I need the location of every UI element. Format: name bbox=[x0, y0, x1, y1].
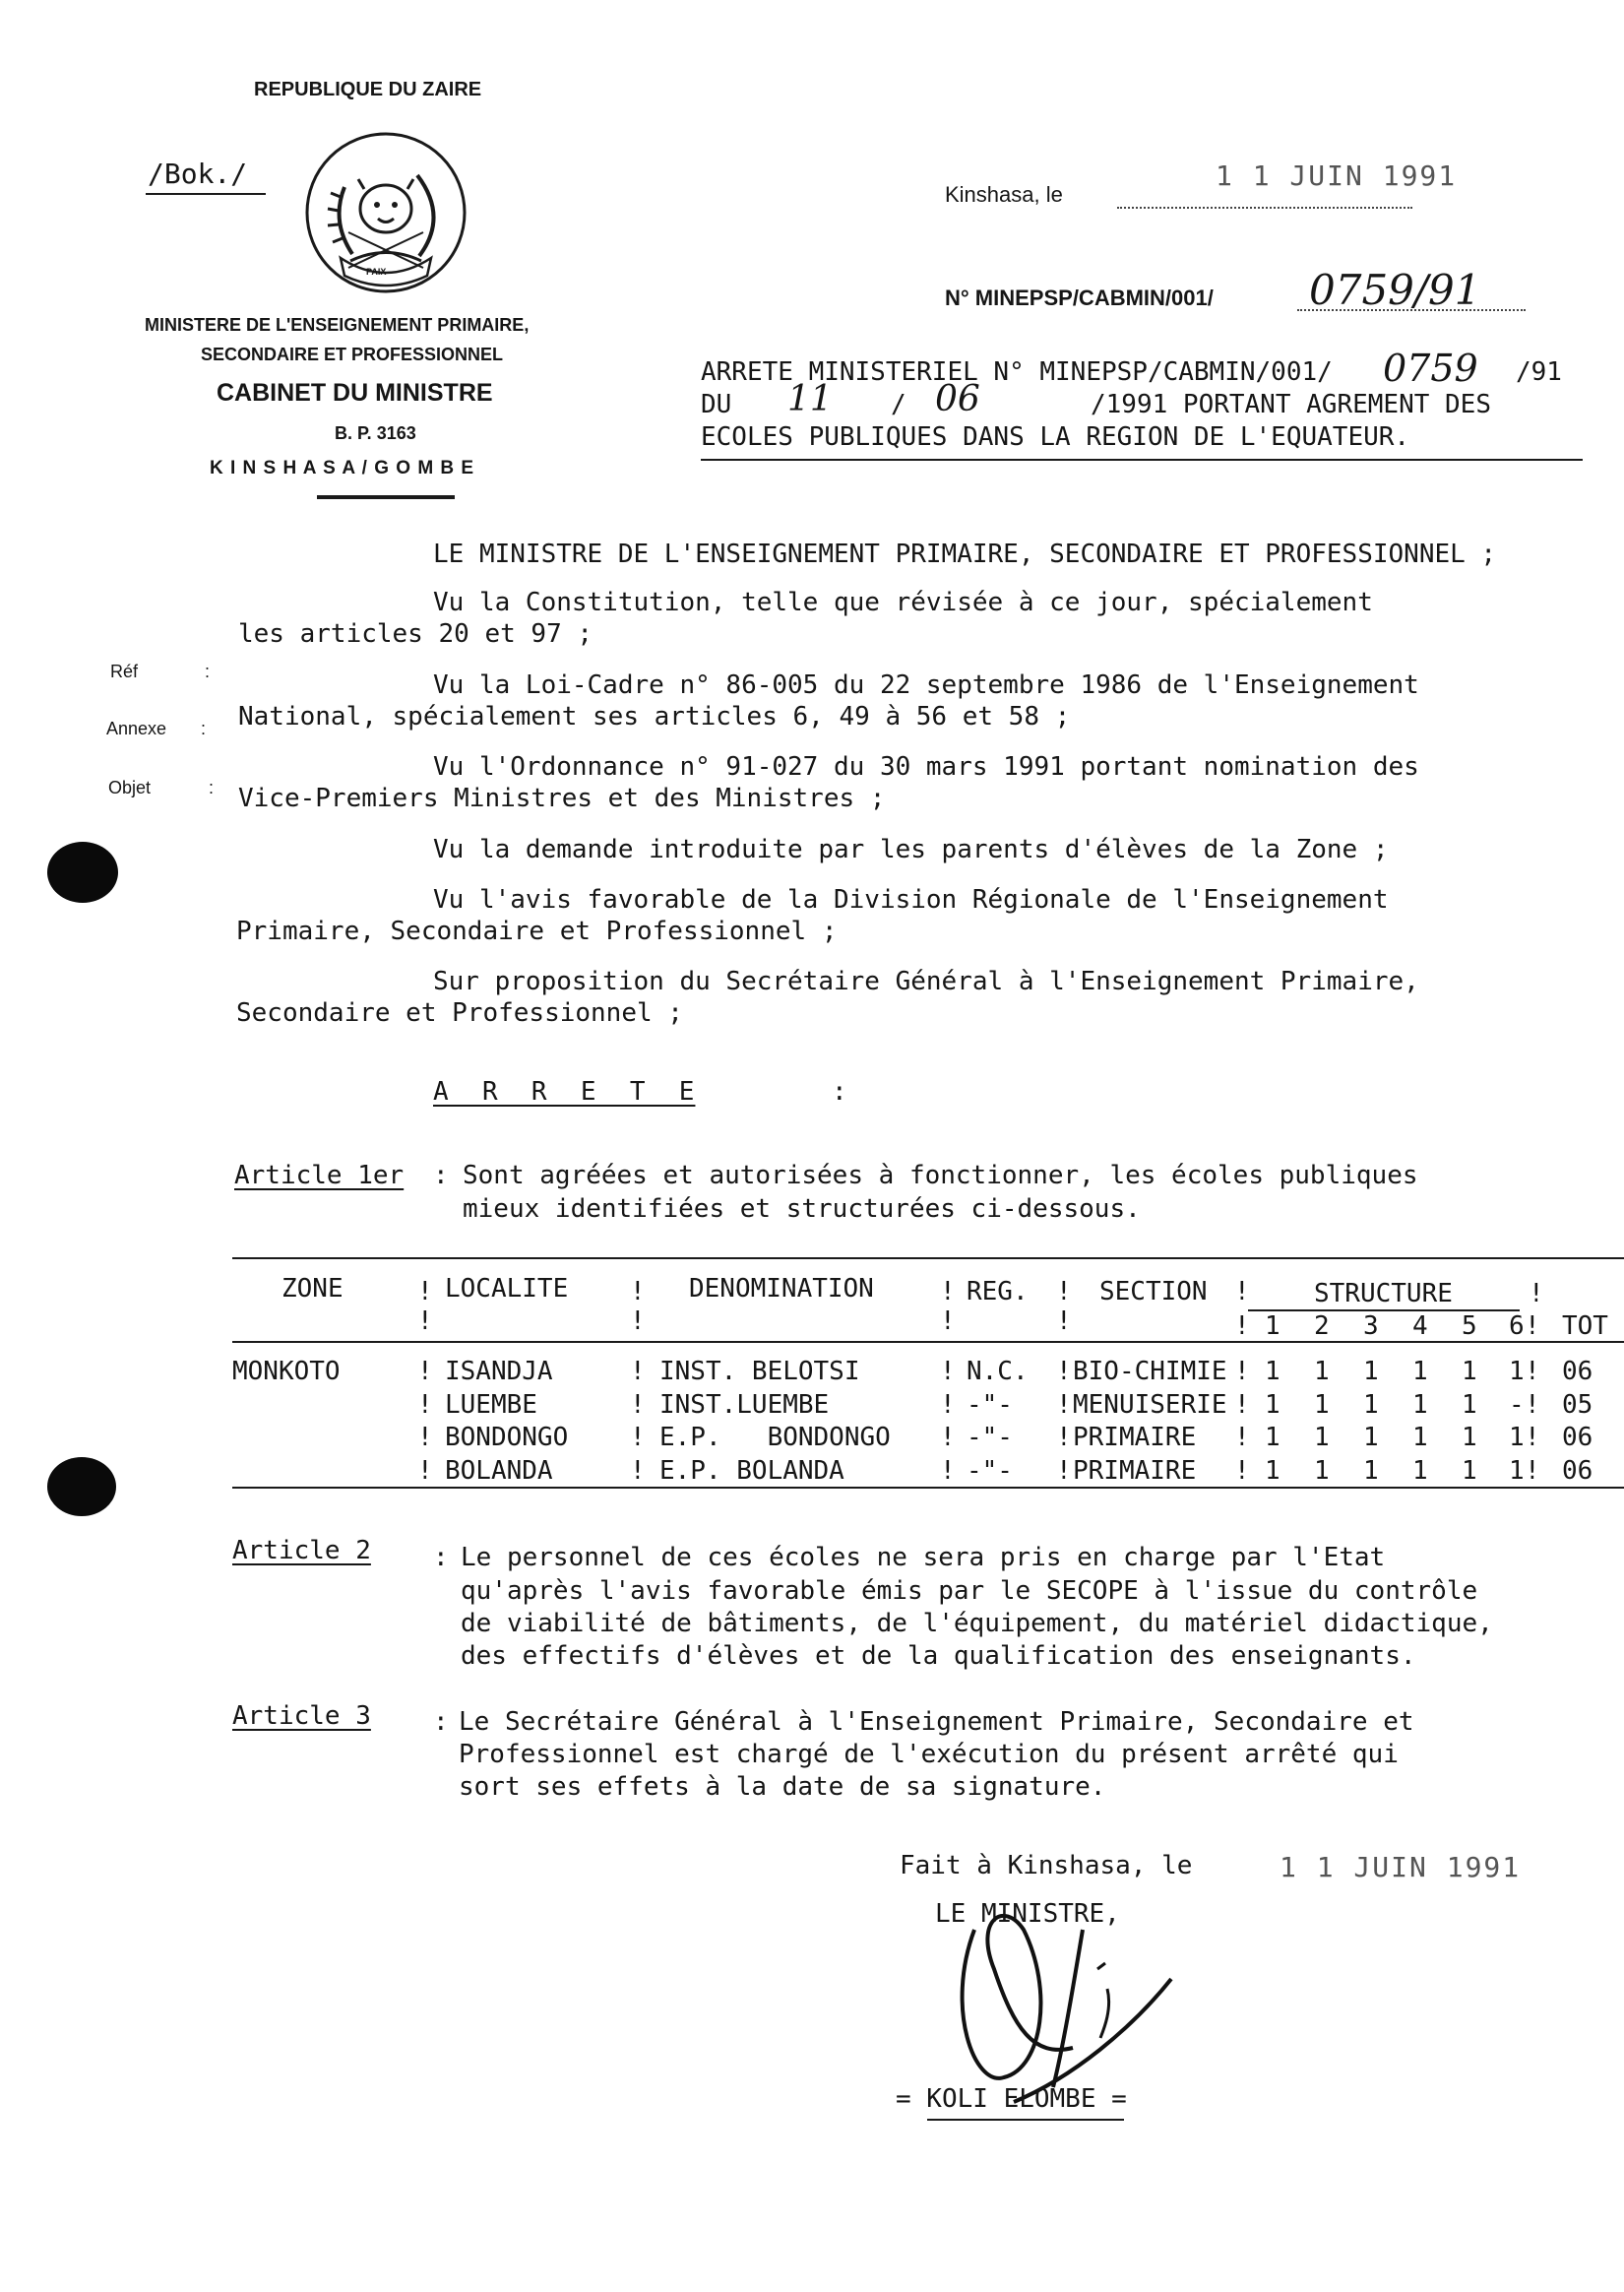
column-separator: ! bbox=[417, 1455, 433, 1486]
article-2-colon: : bbox=[433, 1543, 449, 1572]
column-separator: ! bbox=[940, 1357, 956, 1386]
emblem-motto-word: PAIX bbox=[366, 267, 387, 277]
title-line-1-prefix: ARRETE MINISTERIEL N° MINEPSP/CABMIN/001/ bbox=[701, 357, 1333, 387]
title-rule bbox=[701, 459, 1583, 461]
zone-cell: MONKOTO bbox=[232, 1357, 341, 1386]
denomination-cell: E.P. BONDONGO bbox=[659, 1423, 891, 1452]
header-level: 1 bbox=[1265, 1311, 1280, 1341]
article-2-text: Le personnel de ces écoles ne sera pris en charge par l'Etat bbox=[461, 1543, 1386, 1572]
considerant-ordonnance: Vu l'Ordonnance n° 91-027 du 30 mars 1991 portant nomination des bbox=[433, 752, 1419, 782]
date-stamp: 1 1 JUIN 1991 bbox=[1216, 159, 1458, 192]
title-line-1-suffix: /91 bbox=[1516, 357, 1562, 387]
level-cell: 1 bbox=[1412, 1423, 1428, 1452]
column-separator: ! bbox=[1525, 1423, 1540, 1452]
header-level: 5 bbox=[1462, 1311, 1477, 1341]
title-line-2-suffix: /1991 PORTANT AGREMENT DES bbox=[1091, 390, 1491, 419]
title-line-3: ECOLES PUBLIQUES DANS LA REGION DE L'EQUATEUR. bbox=[701, 422, 1410, 452]
title-number-handwritten: 0759 bbox=[1383, 347, 1478, 390]
level-cell: 1 bbox=[1412, 1389, 1428, 1420]
article-1-text: Sont agréées et autorisées à fonctionner, les écoles publiques bbox=[463, 1161, 1418, 1190]
punch-hole-mark bbox=[47, 1457, 116, 1516]
header-sep: ! bbox=[630, 1277, 646, 1306]
header-level: 3 bbox=[1363, 1311, 1379, 1341]
considerant-loi-cadre: Vu la Loi-Cadre n° 86-005 du 22 septembre 1986 de l'Enseignement bbox=[433, 670, 1419, 700]
header-sep: ! bbox=[1529, 1279, 1544, 1308]
date-dotted-line bbox=[1117, 207, 1412, 209]
punch-hole-mark bbox=[47, 842, 118, 903]
reg-cell: -"- bbox=[967, 1423, 1013, 1452]
level-cell: 1 bbox=[1363, 1357, 1379, 1386]
level-cell: 1 bbox=[1265, 1389, 1280, 1420]
city-line: K I N S H A S A / G O M B E bbox=[210, 458, 475, 478]
column-separator: ! bbox=[1234, 1389, 1250, 1420]
cabinet-heading: CABINET DU MINISTRE bbox=[217, 379, 493, 407]
header-sep: ! bbox=[1234, 1277, 1250, 1306]
header-reg: REG. bbox=[967, 1277, 1029, 1306]
level-cell: 1 bbox=[1265, 1357, 1280, 1386]
column-separator: ! bbox=[1525, 1389, 1540, 1420]
column-separator: ! bbox=[417, 1389, 433, 1420]
level-cell: 1 bbox=[1412, 1455, 1428, 1486]
column-separator: ! bbox=[630, 1455, 646, 1486]
arrete-heading: A R R E T E bbox=[433, 1077, 696, 1107]
header-tot: TOT bbox=[1562, 1311, 1608, 1341]
article-3-label: Article 3 bbox=[232, 1701, 371, 1731]
localite-cell: BOLANDA bbox=[445, 1455, 553, 1486]
considerant-proposition-cont: Secondaire et Professionnel ; bbox=[236, 998, 683, 1028]
header-sep: ! bbox=[417, 1306, 433, 1336]
decree-number-prefix: N° MINEPSP/CABMIN/001/ bbox=[945, 286, 1214, 310]
structure-underline bbox=[1248, 1309, 1520, 1311]
total-cell: 06 bbox=[1562, 1455, 1593, 1486]
considerant-constitution-cont: les articles 20 et 97 ; bbox=[238, 619, 593, 649]
column-separator: ! bbox=[1056, 1389, 1072, 1420]
article-3-text-cont: Professionnel est chargé de l'exécution du présent arrêté qui bbox=[459, 1740, 1399, 1769]
ministry-line-1: MINISTERE DE L'ENSEIGNEMENT PRIMAIRE, bbox=[145, 315, 530, 335]
margin-annexe-label: Annexe bbox=[106, 719, 167, 738]
reference-underline bbox=[146, 193, 266, 195]
title-month-handwritten: 06 bbox=[935, 379, 980, 419]
minister-name: = KOLI ELOMBE = bbox=[896, 2084, 1127, 2114]
ministry-line-2: SECONDAIRE ET PROFESSIONNEL bbox=[201, 345, 504, 364]
header-level: 6 bbox=[1509, 1311, 1525, 1341]
header-sep: ! bbox=[630, 1306, 646, 1336]
header-zone: ZONE bbox=[281, 1274, 344, 1304]
table-bottom-rule bbox=[232, 1487, 1624, 1489]
header-section: SECTION bbox=[1099, 1277, 1208, 1306]
closing-place: Fait à Kinshasa, le bbox=[900, 1851, 1193, 1880]
level-cell: - bbox=[1509, 1389, 1525, 1420]
level-cell: 1 bbox=[1462, 1357, 1477, 1386]
article-3-text: Le Secrétaire Général à l'Enseignement Primaire, Secondaire et bbox=[459, 1707, 1414, 1737]
column-separator: ! bbox=[630, 1389, 646, 1420]
denomination-cell: E.P. BOLANDA bbox=[659, 1455, 844, 1486]
column-separator: ! bbox=[1525, 1455, 1540, 1486]
closing-date-stamp: 1 1 JUIN 1991 bbox=[1280, 1851, 1522, 1883]
reg-cell: -"- bbox=[967, 1389, 1013, 1420]
table-header-rule bbox=[232, 1341, 1624, 1343]
level-cell: 1 bbox=[1462, 1455, 1477, 1486]
margin-ref-colon: : bbox=[205, 662, 211, 681]
section-cell: MENUISERIE bbox=[1073, 1389, 1227, 1420]
column-separator: ! bbox=[1234, 1423, 1250, 1452]
minister-title: LE MINISTRE, bbox=[935, 1899, 1120, 1929]
margin-objet-label: Objet bbox=[108, 778, 152, 797]
level-cell: 1 bbox=[1412, 1357, 1428, 1386]
total-cell: 06 bbox=[1562, 1423, 1593, 1452]
level-cell: 1 bbox=[1509, 1423, 1525, 1452]
minister-name-underline bbox=[927, 2119, 1124, 2121]
column-separator: ! bbox=[1234, 1357, 1250, 1386]
article-3-colon: : bbox=[433, 1707, 449, 1737]
article-2-text-cont: des effectifs d'élèves et de la qualification des enseignants. bbox=[461, 1641, 1416, 1671]
header-sep: ! bbox=[1525, 1311, 1540, 1341]
article-3-text-cont: sort ses effets à la date de sa signature. bbox=[459, 1772, 1106, 1802]
header-level: 2 bbox=[1314, 1311, 1330, 1341]
localite-cell: ISANDJA bbox=[445, 1357, 553, 1386]
column-separator: ! bbox=[940, 1423, 956, 1452]
header-sep: ! bbox=[940, 1277, 956, 1306]
column-separator: ! bbox=[1525, 1357, 1540, 1386]
header-sep: ! bbox=[1234, 1311, 1250, 1341]
considerant-loi-cadre-cont: National, spécialement ses articles 6, 49 à 56 et 58 ; bbox=[238, 702, 1071, 732]
level-cell: 1 bbox=[1363, 1389, 1379, 1420]
column-separator: ! bbox=[630, 1423, 646, 1452]
margin-ref-label: Réf bbox=[110, 662, 139, 681]
level-cell: 1 bbox=[1509, 1455, 1525, 1486]
article-2-text-cont: de viabilité de bâtiments, de l'équipement, du matériel didactique, bbox=[461, 1609, 1493, 1638]
level-cell: 1 bbox=[1314, 1423, 1330, 1452]
header-structure: STRUCTURE bbox=[1314, 1279, 1453, 1308]
column-separator: ! bbox=[417, 1357, 433, 1386]
considerant-ordonnance-cont: Vice-Premiers Ministres et des Ministres ; bbox=[238, 784, 886, 813]
reg-cell: -"- bbox=[967, 1455, 1013, 1486]
column-separator: ! bbox=[940, 1455, 956, 1486]
considerant-proposition: Sur proposition du Secrétaire Général à l'Enseignement Primaire, bbox=[433, 967, 1419, 996]
column-separator: ! bbox=[1056, 1357, 1072, 1386]
article-2-label: Article 2 bbox=[232, 1536, 371, 1565]
column-separator: ! bbox=[1056, 1423, 1072, 1452]
considerant-constitution: Vu la Constitution, telle que révisée à ce jour, spécialement bbox=[433, 588, 1373, 617]
level-cell: 1 bbox=[1314, 1455, 1330, 1486]
localite-cell: LUEMBE bbox=[445, 1389, 537, 1420]
header-level: 4 bbox=[1412, 1311, 1428, 1341]
article-1-colon: : bbox=[433, 1161, 449, 1190]
considerant-avis-cont: Primaire, Secondaire et Professionnel ; bbox=[236, 917, 838, 946]
article-2-text-cont: qu'après l'avis favorable émis par le SECOPE à l'issue du contrôle bbox=[461, 1576, 1478, 1606]
level-cell: 1 bbox=[1462, 1423, 1477, 1452]
level-cell: 1 bbox=[1265, 1455, 1280, 1486]
column-separator: ! bbox=[940, 1389, 956, 1420]
level-cell: 1 bbox=[1462, 1389, 1477, 1420]
reg-cell: N.C. bbox=[967, 1357, 1029, 1386]
header-sep: ! bbox=[1056, 1277, 1072, 1306]
arrete-heading-colon: : bbox=[832, 1077, 847, 1107]
margin-annexe-colon: : bbox=[201, 719, 207, 738]
level-cell: 1 bbox=[1509, 1357, 1525, 1386]
total-cell: 06 bbox=[1562, 1357, 1593, 1386]
title-du: DU bbox=[701, 390, 732, 419]
section-cell: PRIMAIRE bbox=[1073, 1423, 1197, 1452]
column-separator: ! bbox=[1056, 1455, 1072, 1486]
localite-cell: BONDONGO bbox=[445, 1423, 569, 1452]
denomination-cell: INST. BELOTSI bbox=[659, 1357, 860, 1386]
level-cell: 1 bbox=[1363, 1455, 1379, 1486]
title-date-separator: / bbox=[891, 390, 906, 419]
margin-objet-colon: : bbox=[209, 778, 215, 797]
header-denomination: DENOMINATION bbox=[689, 1274, 874, 1304]
column-separator: ! bbox=[630, 1357, 646, 1386]
level-cell: 1 bbox=[1363, 1423, 1379, 1452]
section-cell: PRIMAIRE bbox=[1073, 1455, 1197, 1486]
article-1-label: Article 1er bbox=[234, 1161, 405, 1190]
considerant-avis: Vu l'avis favorable de la Division Régionale de l'Enseignement bbox=[433, 885, 1389, 915]
level-cell: 1 bbox=[1314, 1389, 1330, 1420]
column-separator: ! bbox=[417, 1423, 433, 1452]
reference-code: /Bok./ bbox=[148, 158, 248, 190]
minister-line: LE MINISTRE DE L'ENSEIGNEMENT PRIMAIRE, SECONDAIRE ET PROFESSIONNEL ; bbox=[433, 540, 1497, 569]
decree-number-handwritten: 0759/91 bbox=[1309, 266, 1481, 314]
section-cell: BIO-CHIMIE bbox=[1073, 1357, 1227, 1386]
level-cell: 1 bbox=[1265, 1423, 1280, 1452]
considerant-demande: Vu la demande introduite par les parents d'élèves de la Zone ; bbox=[433, 835, 1389, 864]
postal-box: B. P. 3163 bbox=[335, 423, 416, 443]
country-name: REPUBLIQUE DU ZAIRE bbox=[254, 79, 482, 100]
article-1-text-cont: mieux identifiées et structurées ci-dessous. bbox=[463, 1194, 1141, 1224]
header-sep: ! bbox=[1056, 1306, 1072, 1336]
column-separator: ! bbox=[1234, 1455, 1250, 1486]
total-cell: 05 bbox=[1562, 1389, 1593, 1420]
letterhead-rule bbox=[317, 495, 455, 499]
place-label: Kinshasa, le bbox=[945, 182, 1063, 207]
table-top-rule bbox=[232, 1257, 1624, 1259]
header-sep: ! bbox=[940, 1306, 956, 1336]
header-localite: LOCALITE bbox=[445, 1274, 569, 1304]
title-day-handwritten: 11 bbox=[787, 379, 833, 419]
header-sep: ! bbox=[417, 1277, 433, 1306]
denomination-cell: INST.LUEMBE bbox=[659, 1389, 830, 1420]
level-cell: 1 bbox=[1314, 1357, 1330, 1386]
